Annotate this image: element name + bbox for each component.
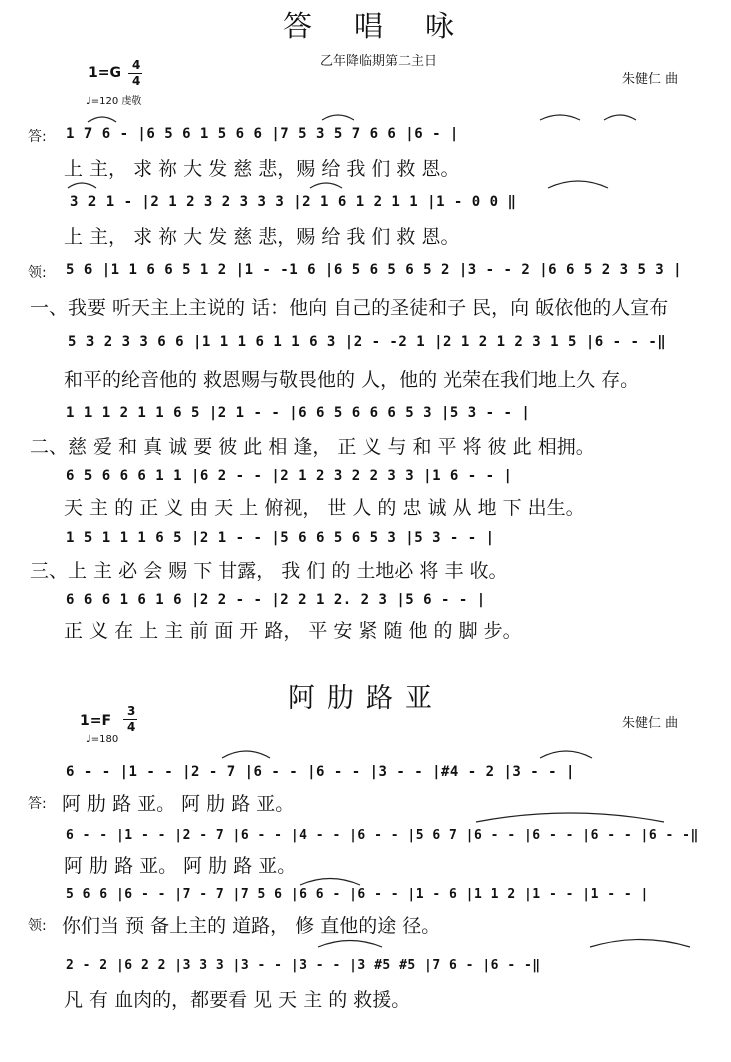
song2-line-1-notes: 6 - - |1 - - |2 - 7 |6 - - |6 - - |3 - - |#4 - 2 |3 - - |: [66, 764, 575, 780]
song1-line-8-notes: 6 6 6 1 6 1 6 |2 2 - - |2 2 1 2. 2 3 |5 6 - - |: [66, 592, 486, 608]
leader-label: 领:: [28, 265, 47, 281]
song2-time-bottom: 4: [127, 720, 136, 734]
song1-line-1-notes: 1 7 6 - |6 5 6 1 5 6 6 |7 5 3 5 7 6 6 |6 - |: [66, 126, 459, 142]
song1-line-6-lyric: 天 主 的 正 义 由 天 上 俯视， 世 人 的 忠 诚 从 地 下 出生。: [64, 497, 585, 519]
song1-line-7-lyric: 三、上 主 必 会 赐 下 甘露， 我 们 的 土地必 将 丰 收。: [30, 560, 508, 582]
song1-line-4-lyric: 和平的纶音他的 救恩赐与敬畏他的 人，他的 光荣在我们地上久 存。: [64, 369, 640, 391]
slur-arc: [300, 879, 360, 886]
song1-line-3-lyric: 一、我要 听天主上主说的 话：他向 自己的圣徒和子 民，向 皈依他的人宣布: [30, 297, 669, 319]
leader-label: 领:: [28, 918, 47, 934]
song2-line-4-lyric: 凡 有 血肉的，都要看 见 天 主 的 救援。: [64, 989, 411, 1011]
song2-title: 阿肋路亚: [288, 683, 444, 714]
response-label: 答:: [28, 796, 47, 812]
song2-tempo: ♩=180: [86, 734, 119, 745]
song1-key: 1=G: [88, 65, 121, 81]
song1-time-bottom: 4: [132, 74, 141, 88]
slur-arc: [476, 813, 664, 822]
slur-arc: [540, 115, 580, 120]
slur-arc: [604, 115, 636, 120]
song2-line-4-notes: 2 - 2 |6 2 2 |3 3 3 |3 - - |3 - - |3 #5 #5 |7 6 - |6 - -‖: [66, 958, 541, 973]
song1-line-5-notes: 1 1 1 2 1 1 6 5 |2 1 - - |6 6 5 6 6 6 5 3 |5 3 - - |: [66, 405, 531, 421]
song1-line-5-lyric: 二、慈 爱 和 真 诚 要 彼 此 相 逢， 正 义 与 和 平 将 彼 此 相拥。: [30, 436, 595, 458]
song1-line-2-notes: 3 2 1 - |2 1 2 3 2 3 3 3 |2 1 6 1 2 1 1 |1 - 0 0 ‖: [70, 194, 517, 210]
song2-line-1-lyric: 阿 肋 路 亚。 阿 肋 路 亚。: [62, 793, 295, 815]
song2-composer: 朱健仁 曲: [622, 716, 679, 731]
song1-composer: 朱健仁 曲: [622, 72, 679, 87]
song2-line-2-lyric: 阿 肋 路 亚。 阿 肋 路 亚。: [64, 855, 297, 877]
song2-line-3-lyric: 你们当 预 备上主的 道路， 修 直他的途 径。: [62, 915, 441, 937]
song1-line-1-lyric: 上 主， 求 祢 大 发 慈 悲，赐 给 我 们 救 恩。: [64, 158, 460, 180]
song2-line-3-notes: 5 6 6 |6 - - |7 - 7 |7 5 6 |6 6 - |6 - - |1 - 6 |1 1 2 |1 - - |1 - - |: [66, 887, 649, 902]
song1-tempo: ♩=120 虔敬: [86, 96, 142, 107]
song1-line-8-lyric: 正 义 在 上 主 前 面 开 路， 平 安 紧 随 他 的 脚 步。: [64, 620, 522, 642]
response-label: 答:: [28, 129, 47, 145]
song1-time-top: 4: [132, 58, 141, 72]
song1-line-2-lyric: 上 主， 求 祢 大 发 慈 悲，赐 给 我 们 救 恩。: [64, 226, 460, 248]
song1-title: 答唱咏: [283, 9, 497, 43]
slur-arc: [68, 183, 96, 188]
slur-arc: [222, 751, 270, 758]
song2-line-2-notes: 6 - - |1 - - |2 - 7 |6 - - |4 - - |6 - - |5 6 7 |6 - - |6 - - |6 - - |6 - -‖: [66, 828, 699, 843]
song2-time-top: 3: [127, 704, 136, 718]
slur-arc: [590, 940, 690, 948]
song1-line-4-notes: 5 3 2 3 3 6 6 |1 1 1 6 1 1 6 3 |2 - -2 1 |2 1 2 1 2 3 1 5 |6 - - -‖: [68, 334, 667, 350]
slur-arc: [318, 941, 382, 948]
slur-arc: [540, 751, 592, 758]
slur-arc: [88, 117, 116, 122]
song1-line-6-notes: 6 5 6 6 6 1 1 |6 2 - - |2 1 2 3 2 2 3 3 |1 6 - - |: [66, 468, 513, 484]
song1-subtitle: 乙年降临期第二主日: [320, 54, 438, 69]
slur-arc: [548, 181, 608, 188]
song1-line-3-notes: 5 6 |1 1 6 6 5 1 2 |1 - -1 6 |6 5 6 5 6 5 2 |3 - - 2 |6 6 5 2 3 5 3 |: [66, 262, 683, 278]
slur-arc: [322, 115, 354, 120]
slur-arc: [310, 183, 342, 188]
song1-line-7-notes: 1 5 1 1 1 6 5 |2 1 - - |5 6 6 5 6 5 3 |5 3 - - |: [66, 530, 495, 546]
song2-key: 1=F: [80, 713, 112, 729]
